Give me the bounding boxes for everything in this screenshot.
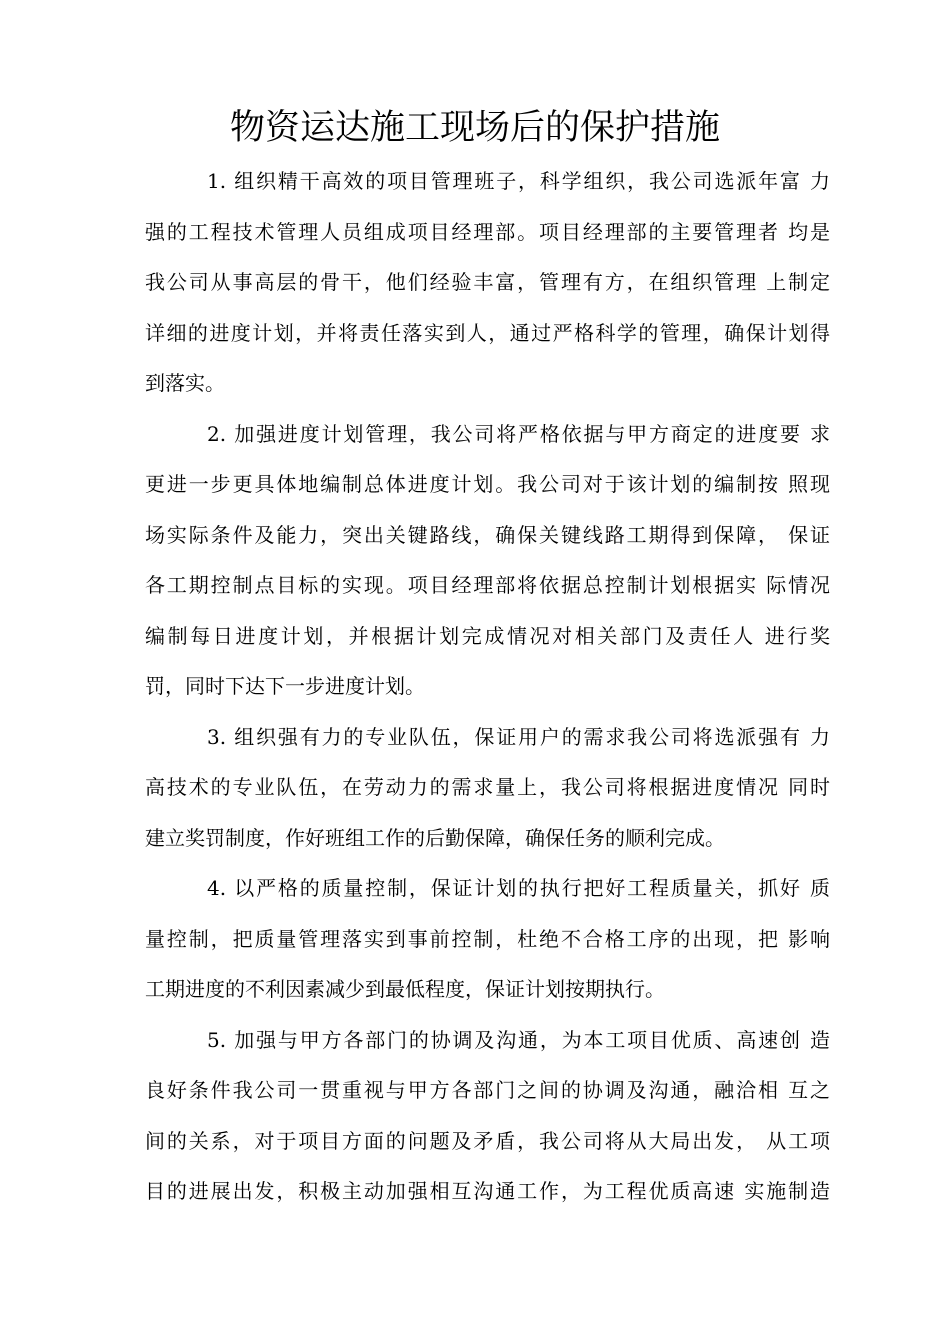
- paragraph-line: 强的工程技术管理人员组成项目经理部。项目经理部的主要管理者 均是: [145, 219, 830, 244]
- paragraph-line: 罚，同时下达下一步进度计划。: [145, 674, 425, 698]
- paragraph-line: 5. 加强与甲方各部门的协调及沟通，为本工项目优质、高速创 造: [207, 1027, 830, 1052]
- paragraph-1: [145, 156, 830, 409]
- paragraph-line: 场实际条件及能力，突出关键路线，确保关键线路工期得到保障， 保证: [145, 522, 830, 547]
- paragraph-line: 编制每日进度计划，并根据计划完成情况对相关部门及责任人 进行奖: [145, 623, 830, 648]
- document-title: 物资运达施工现场后的保护措施: [229, 108, 720, 148]
- paragraph-line: 1. 组织精干高效的项目管理班子，科学组织，我公司选派年富 力: [207, 169, 830, 193]
- paragraph-3: [145, 712, 830, 864]
- paragraph-line: 4. 以严格的质量控制，保证计划的执行把好工程质量关，抓好 质: [207, 876, 830, 900]
- paragraph-line: 更进一步更具体地编制总体进度计划。我公司对于该计划的编制按 照现: [145, 472, 830, 496]
- paragraph-line: 2. 加强进度计划管理，我公司将严格依据与甲方商定的进度要 求: [207, 421, 830, 446]
- paragraph-line: 3. 组织强有力的专业队伍，保证用户的需求我公司将选派强有 力: [207, 724, 830, 749]
- paragraph-line: 各工期控制点目标的实现。项目经理部将依据总控制计划根据实 际情况: [145, 573, 830, 597]
- paragraph-4: [145, 863, 830, 1015]
- paragraph-line: 量控制，把质量管理落实到事前控制，杜绝不合格工序的出现，把 影响: [145, 926, 830, 951]
- paragraph-line: 高技术的专业队伍，在劳动力的需求量上，我公司将根据进度情况 同时: [145, 775, 830, 799]
- paragraph-line: 工期进度的不利因素减少到最低程度，保证计划按期执行。: [145, 977, 665, 1001]
- paragraph-line: 到落实。: [145, 371, 225, 395]
- paragraph-line: 详细的进度计划，并将责任落实到人，通过严格科学的管理，确保计划得: [145, 320, 830, 345]
- paragraph-line: 良好条件我公司一贯重视与甲方各部门之间的协调及沟通，融洽相 互之: [145, 1078, 830, 1102]
- paragraph-line: 目的进展出发，积极主动加强相互沟通工作，为工程优质高速 实施制造: [145, 1179, 830, 1203]
- document-body: [145, 156, 830, 1217]
- paragraph-line: 间的关系，对于项目方面的问题及矛盾，我公司将从大局出发， 从工项: [145, 1128, 830, 1153]
- paragraph-line: 建立奖罚制度，作好班组工作的后勤保障，确保任务的顺利完成。: [145, 825, 725, 850]
- paragraph-2: [145, 409, 830, 712]
- paragraph-5: [145, 1015, 830, 1217]
- paragraph-line: 我公司从事高层的骨干，他们经验丰富，管理有方，在组织管理 上制定: [145, 270, 830, 294]
